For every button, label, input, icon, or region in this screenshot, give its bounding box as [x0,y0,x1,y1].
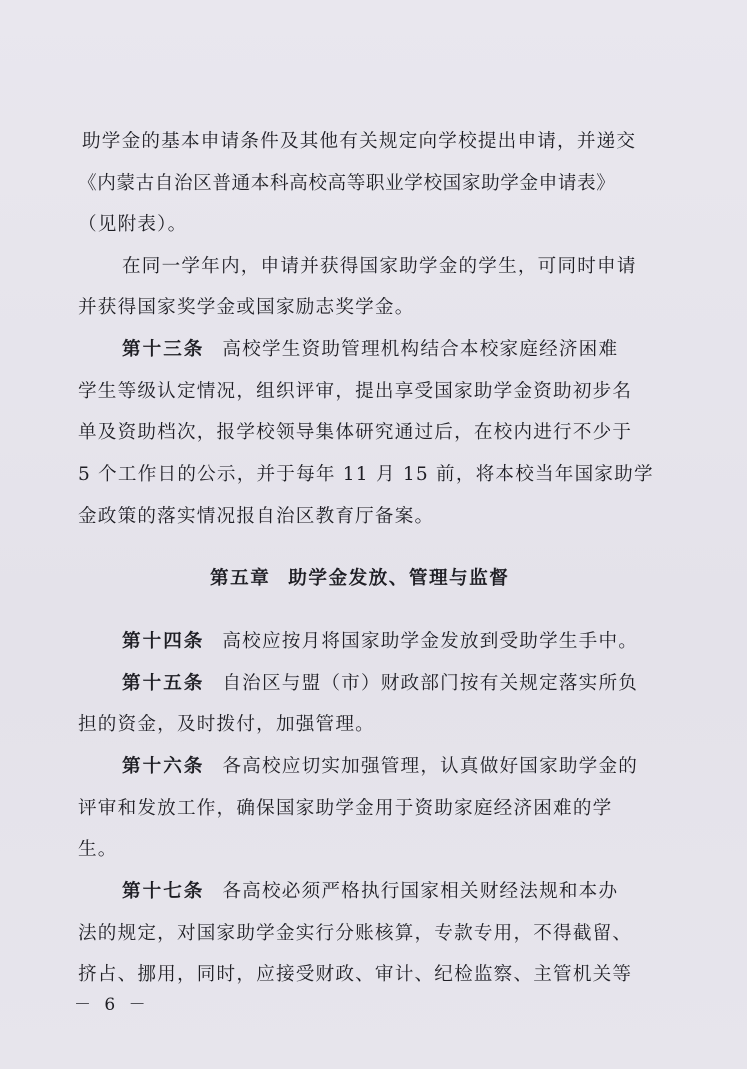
paragraph-line: 挤占、挪用，同时，应接受财政、审计、纪检监察、主管机关等 [78,964,633,985]
page-number: － 6 － [74,995,150,1015]
article-17-label: 第十七条 [122,881,205,902]
article-16-text: 各高校应切实加强管理，认真做好国家助学金的 [222,756,639,777]
article-14-text: 高校应按月将国家助学金发放到受助学生手中。 [222,631,639,652]
article-13-first-line [122,338,618,362]
chapter-heading [210,567,509,591]
paragraph-line: 法的规定，对国家助学金实行分账核算，专款专用，不得截留、 [78,923,633,944]
paragraph-line: 并获得国家奖学金或国家励志奖学金。 [78,297,415,318]
article-16-label: 第十六条 [122,756,205,777]
article-17-first-line [122,880,618,904]
article-16-first-line [122,755,638,779]
article-13-text: 高校学生资助管理机构结合本校家庭经济困难 [222,339,619,360]
article-14-label: 第十四条 [122,631,205,652]
article-15-label: 第十五条 [122,673,205,694]
chapter-title: 助学金发放、管理与监督 [288,568,510,589]
paragraph-line: 在同一学年内，申请并获得国家助学金的学生，可同时申请 [122,256,637,277]
paragraph-line: 担的资金，及时拨付，加强管理。 [78,714,375,735]
paragraph-line: 《内蒙古自治区普通本科高校高等职业学校国家助学金申请表》 [78,173,616,194]
paragraph-line: 生。 [78,839,118,860]
paragraph-line: 5 个工作日的公示，并于每年 11 月 15 前，将本校当年国家助学 [78,464,654,485]
article-15-first-line [122,672,638,696]
paragraph-line: 评审和发放工作，确保国家助学金用于资助家庭经济困难的学 [78,798,613,819]
chapter-number: 第五章 [210,568,271,589]
paragraph-line: 助学金的基本申请条件及其他有关规定向学校提出申请，并递交 [82,131,637,152]
paragraph-line: 单及资助档次，报学校领导集体研究通过后，在校内进行不少于 [78,422,633,443]
article-17-text: 各高校必须严格执行国家相关财经法规和本办 [222,881,619,902]
paragraph-line: 金政策的落实情况报自治区教育厅备案。 [78,506,435,527]
article-15-text: 自治区与盟（市）财政部门按有关规定落实所负 [222,673,639,694]
paragraph-line: （见附表）。 [78,214,188,235]
article-14-line [122,630,638,654]
article-13-label: 第十三条 [122,339,205,360]
paragraph-line: 学生等级认定情况，组织评审，提出享受国家助学金资助初步名 [78,381,633,402]
